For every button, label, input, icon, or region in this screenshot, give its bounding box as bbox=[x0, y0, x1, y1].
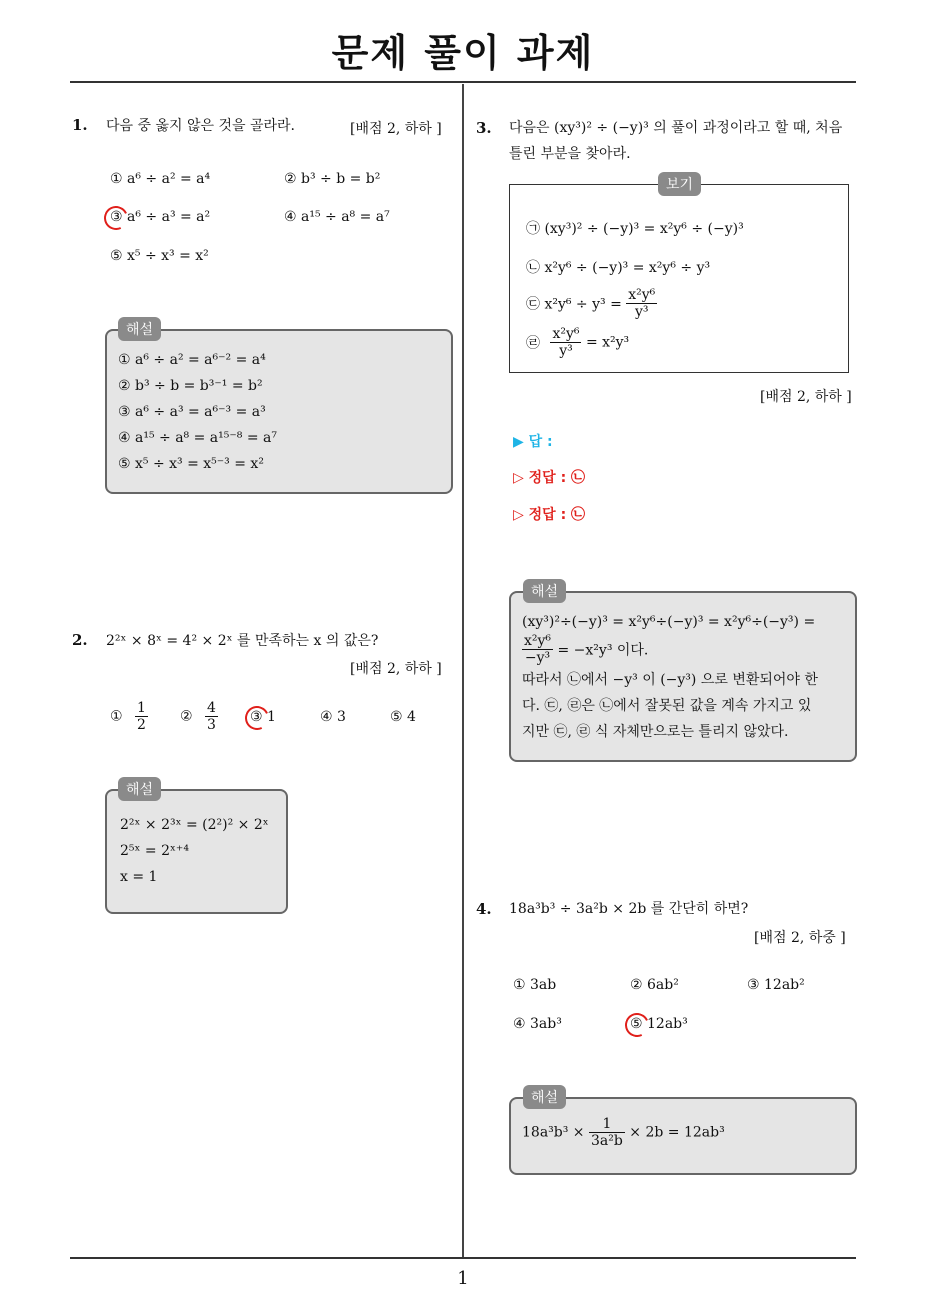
q3-bogi-tag: 보기 bbox=[658, 172, 701, 196]
q1-sol-line: ③ a⁶ ÷ a³ = a⁶⁻³ = a³ bbox=[118, 404, 266, 420]
q4-number: 4. bbox=[476, 900, 492, 918]
q2-number: 2. bbox=[72, 631, 88, 649]
q3-sol-line: 따라서 ㉡에서 −y³ 이 (−y³) 으로 변환되어야 한 bbox=[522, 672, 818, 688]
bogi-expression: = x²y³ bbox=[585, 334, 630, 351]
fraction bbox=[522, 633, 553, 666]
top-rule bbox=[70, 81, 856, 83]
q1-text: 다음 중 옳지 않은 것을 골라라. bbox=[106, 118, 295, 134]
q3-text-line2: 틀린 부분을 찾아라. bbox=[509, 146, 631, 162]
numerator: 1 bbox=[589, 1116, 625, 1133]
q3-correct-answer-2: ▷ 정답 : ㉡ bbox=[513, 507, 586, 523]
bogi-line bbox=[526, 287, 657, 320]
q3-sol-line: 지만 ㉢, ㉣ 식 자체만으로는 틀리지 않았다. bbox=[522, 724, 789, 740]
denominator: 3a²b bbox=[590, 1133, 623, 1150]
denominator: y³ bbox=[635, 304, 649, 321]
choice-number: ② bbox=[180, 708, 193, 725]
fraction bbox=[626, 287, 657, 320]
q3-sol-line bbox=[522, 633, 648, 666]
q2-choice-3[interactable]: ③ 1 bbox=[250, 709, 276, 725]
q1-sol-line: ④ a¹⁵ ÷ a⁸ = a¹⁵⁻⁸ = a⁷ bbox=[118, 430, 277, 446]
q4-choice-4[interactable]: ④ 3ab³ bbox=[513, 1016, 562, 1032]
fraction bbox=[135, 700, 148, 733]
numerator: x²y⁶ bbox=[552, 326, 580, 342]
q1-number: 1. bbox=[72, 116, 88, 134]
q2-choice-4[interactable]: ④ 3 bbox=[320, 709, 346, 725]
answer-marker-circle bbox=[101, 203, 132, 234]
denominator: 2 bbox=[137, 717, 146, 734]
q1-choice-5[interactable]: ⑤ x⁵ ÷ x³ = x² bbox=[110, 248, 209, 264]
q1-choice-3[interactable]: ③ a⁶ ÷ a³ = a² bbox=[110, 209, 211, 225]
q1-sol-line: ② b³ ÷ b = b³⁻¹ = b² bbox=[118, 378, 263, 394]
q1-score: [배점 2, 하하 ] bbox=[350, 121, 442, 137]
denominator: y³ bbox=[559, 343, 573, 360]
bottom-rule bbox=[70, 1257, 856, 1259]
q1-choice-2[interactable]: ② b³ ÷ b = b² bbox=[284, 171, 381, 187]
q1-sol-line: ⑤ x⁵ ÷ x³ = x⁵⁻³ = x² bbox=[118, 456, 264, 472]
q3-answer-label: ▶ 답 : bbox=[513, 434, 553, 450]
q4-choice-3[interactable]: ③ 12ab² bbox=[747, 977, 805, 993]
q2-score: [배점 2, 하하 ] bbox=[350, 661, 442, 677]
numerator: x²y⁶ bbox=[524, 633, 552, 649]
fraction bbox=[205, 700, 218, 733]
fraction bbox=[589, 1116, 625, 1149]
numerator: 4 bbox=[207, 700, 216, 716]
q3-score: [배점 2, 하하 ] bbox=[760, 389, 852, 405]
page-number: 1 bbox=[457, 1268, 469, 1289]
fraction bbox=[550, 326, 581, 359]
q3-number: 3. bbox=[476, 119, 492, 137]
q4-choice-5[interactable]: ⑤ 12ab³ bbox=[630, 1016, 688, 1032]
bogi-expression: ㉢ x²y⁶ ÷ y³ = bbox=[526, 296, 622, 313]
q3-sol-expression: = −x²y³ 이다. bbox=[557, 642, 649, 659]
q4-solution-tag: 해설 bbox=[523, 1085, 566, 1109]
q3-sol-line: (xy³)²÷(−y)³ = x²y⁶÷(−y)³ = x²y⁶÷(−y³) = bbox=[522, 614, 816, 630]
bogi-line: ㉠ (xy³)² ÷ (−y)³ = x²y⁶ ÷ (−y)³ bbox=[526, 221, 744, 237]
denominator: 3 bbox=[207, 717, 216, 734]
bogi-line bbox=[526, 326, 629, 359]
bogi-line: ㉡ x²y⁶ ÷ (−y)³ = x²y⁶ ÷ y³ bbox=[526, 260, 711, 276]
answer-marker-circle bbox=[622, 1010, 653, 1041]
q4-choice-1[interactable]: ① 3ab bbox=[513, 977, 557, 993]
q2-choice-5[interactable]: ⑤ 4 bbox=[390, 709, 416, 725]
q4-score: [배점 2, 하중 ] bbox=[754, 930, 846, 946]
q4-choice-2[interactable]: ② 6ab² bbox=[630, 977, 679, 993]
q2-choice-2[interactable] bbox=[180, 700, 218, 733]
q1-choice-1[interactable]: ① a⁶ ÷ a² = a⁴ bbox=[110, 171, 211, 187]
column-divider bbox=[462, 84, 464, 1259]
answer-marker-circle bbox=[242, 703, 273, 734]
q2-sol-line: 2²ˣ × 2³ˣ = (2²)² × 2ˣ bbox=[120, 817, 269, 833]
numerator: 1 bbox=[137, 700, 146, 716]
q1-choice-4[interactable]: ④ a¹⁵ ÷ a⁸ = a⁷ bbox=[284, 209, 390, 225]
q4-sol-line bbox=[522, 1116, 725, 1149]
q4-sol-expression: × 2b = 12ab³ bbox=[629, 1124, 725, 1141]
q2-text: 2²ˣ × 8ˣ = 4² × 2ˣ 를 만족하는 x 의 값은? bbox=[106, 633, 379, 649]
q2-solution-tag: 해설 bbox=[118, 777, 161, 801]
q4-text: 18a³b³ ÷ 3a²b × 2b 를 간단히 하면? bbox=[509, 901, 749, 917]
q3-correct-answer-1: ▷ 정답 : ㉡ bbox=[513, 470, 586, 486]
q2-sol-line: x = 1 bbox=[120, 869, 158, 885]
page-title: 문제 풀이 과제 bbox=[331, 31, 595, 75]
q3-sol-line: 다. ㉢, ㉣은 ㉡에서 잘못된 값을 계속 가지고 있 bbox=[522, 698, 812, 714]
q3-text-line1: 다음은 (xy³)² ÷ (−y)³ 의 풀이 과정이라고 할 때, 처음 bbox=[509, 120, 843, 136]
q3-solution-tag: 해설 bbox=[523, 579, 566, 603]
q1-solution-tag: 해설 bbox=[118, 317, 161, 341]
choice-number: ① bbox=[110, 708, 123, 725]
numerator: x²y⁶ bbox=[628, 287, 656, 303]
q2-choice-1[interactable] bbox=[110, 700, 148, 733]
q4-sol-expression: 18a³b³ × bbox=[522, 1124, 585, 1141]
q2-sol-line: 2⁵ˣ = 2ˣ⁺⁴ bbox=[120, 843, 189, 859]
bogi-expression: ㉣ bbox=[526, 335, 540, 352]
q1-sol-line: ① a⁶ ÷ a² = a⁶⁻² = a⁴ bbox=[118, 352, 266, 368]
denominator: −y³ bbox=[524, 650, 551, 667]
